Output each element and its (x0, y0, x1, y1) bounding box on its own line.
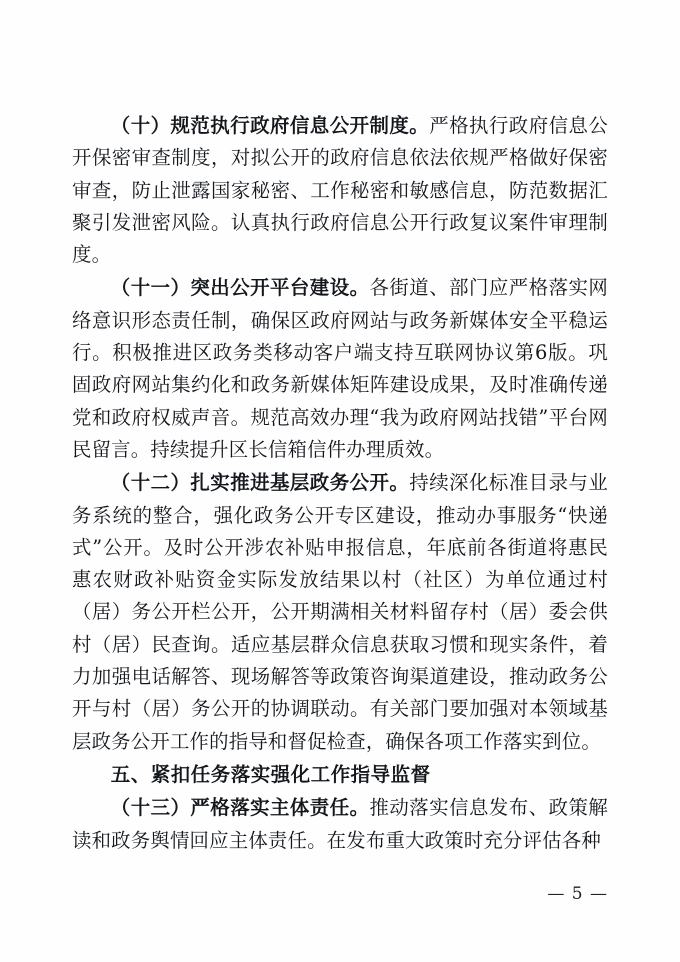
paragraph-10-lead: （十）规范执行政府信息公开制度。 (110, 114, 430, 137)
document-body (72, 110, 608, 857)
paragraph-11-text: 各街道、部门应严格落实网络意识形态责任制，确保区政府网站与政务新媒体安全平稳运行。积极推进区政务类移动客户端支持互联网协议第6版。巩固政府网站集约化和政务新媒体矩阵建设成果，及时准确传递党和政府权威声音。规范高效办理“我为政府网站找错”平台网民留言。持续提升区长信箱信件办理质效。 (72, 276, 608, 461)
paragraph-10 (72, 110, 608, 271)
paragraph-13 (72, 792, 608, 857)
paragraph-13-lead: （十三）严格落实主体责任。 (110, 796, 370, 820)
paragraph-12 (72, 467, 608, 758)
paragraph-12-text: 持续深化标准目录与业务系统的整合，强化政务公开专区建设，推动办事服务“快递式”公开。及时公开涉农补贴申报信息，年底前各街道将惠民惠农财政补贴资金实际发放结果以村（社区）为单位通过村（居）务公开栏公开，公开期满相关材料留存村（居）委会供村（居）民查询。适应基层群众信息获取习惯和现实条件，着力加强电话解答、现场解答等政策咨询渠道建设，推动政务公开与村（居）务公开的协调联动。有关部门要加强对本领域基层政务公开工作的指导和督促检查，确保各项工作落实到位。 (72, 471, 609, 753)
paragraph-11 (72, 272, 608, 466)
paragraph-13-text: 推动落实信息发布、政策解读和政务舆情回应主体责任。在发布重大政策时充分评估各种 (72, 796, 608, 852)
paragraph-11-lead: （十一）突出公开平台建设。 (110, 276, 370, 300)
section-heading: 五、紧扣任务落实强化工作指导监督 (110, 762, 431, 786)
paragraph-10-text: 严格执行政府信息公开保密审查制度，对拟公开的政府信息依法依规严格做好保密审查，防止泄露国家秘密、工作秘密和敏感信息，防范数据汇聚引发泄密风险。认真执行政府信息公开行政复议案件审理制度。 (72, 114, 608, 267)
paragraph-12-lead: （十二）扎实推进基层政务公开。 (110, 471, 410, 495)
page-number: — 5 — (547, 884, 608, 904)
